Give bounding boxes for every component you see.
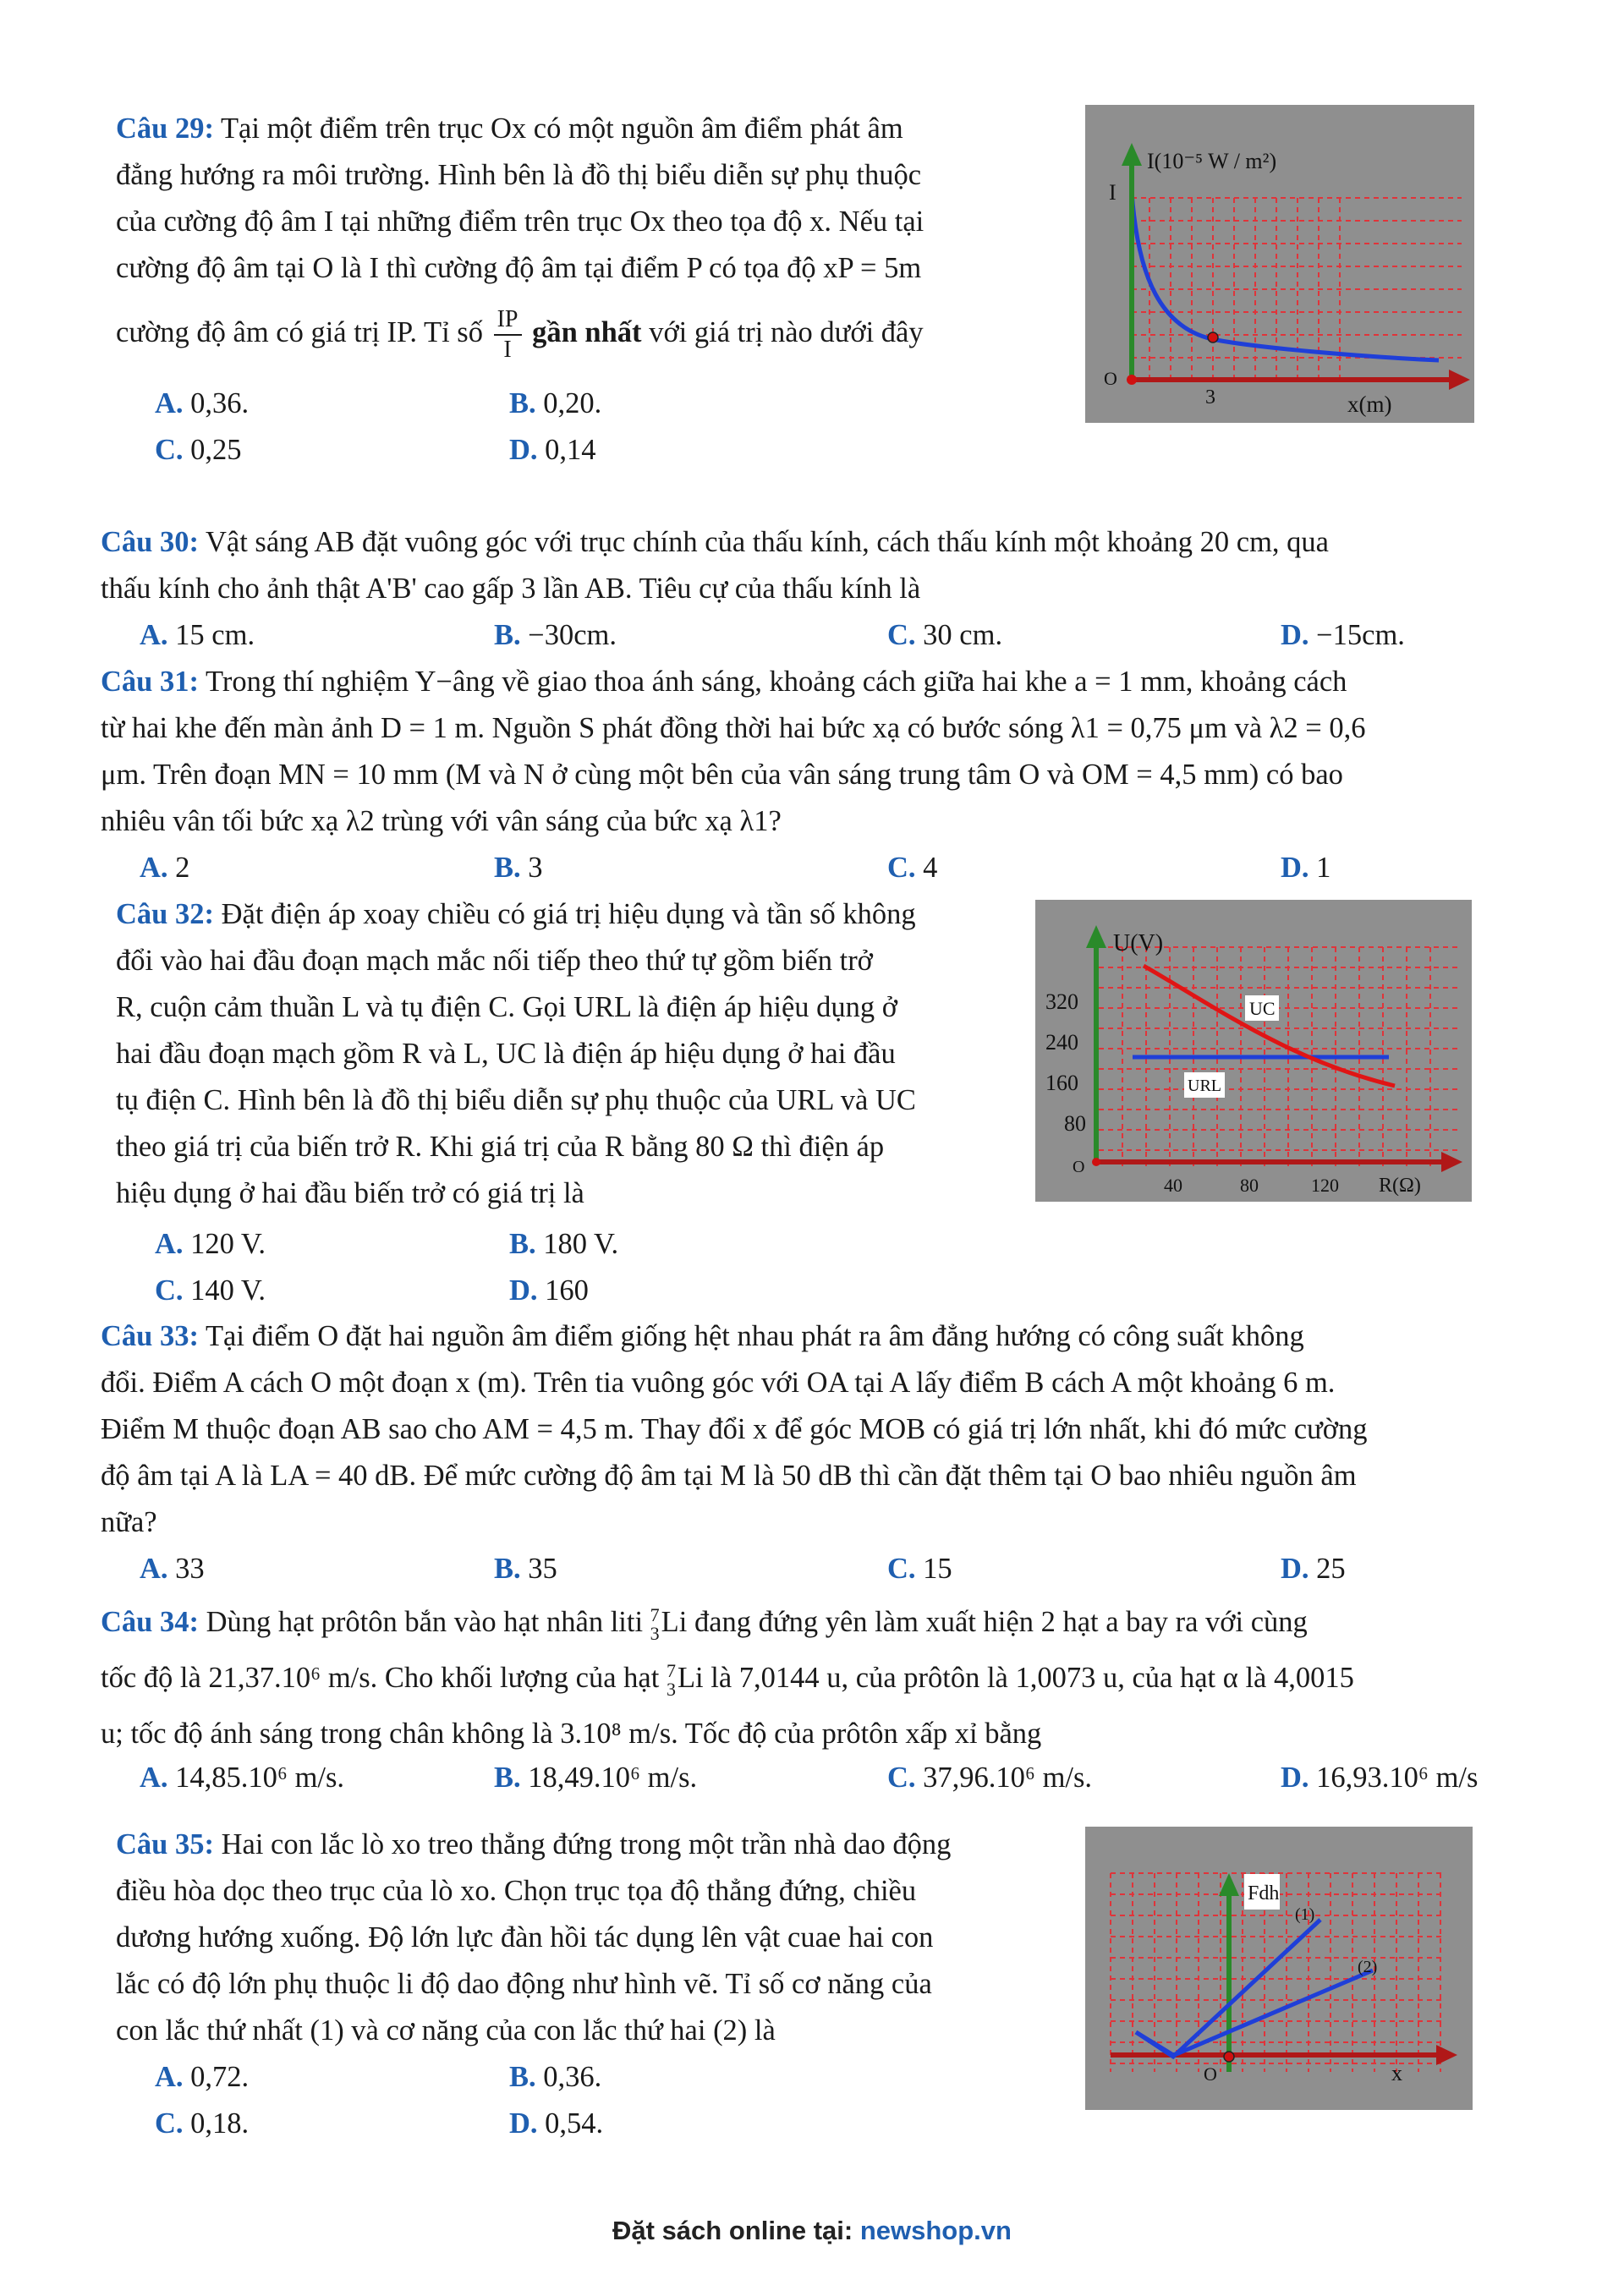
q30-line-2: thấu kính cho ảnh thật A'B' cao gấp 3 lần AB. Tiêu cự của thấu kính là (101, 573, 921, 605)
q29-text (116, 106, 1055, 364)
q35-ylabel: Fdh (1248, 1882, 1280, 1904)
q33-option-c[interactable]: C. 15 (887, 1553, 952, 1585)
q32-option-b[interactable]: B. 180 V. (509, 1228, 619, 1260)
q31-line-4: nhiêu vân tối bức xạ λ2 trùng với vân sáng của bức xạ λ1? (101, 805, 782, 837)
q33-line-2: đổi. Điểm A cách O một đoạn x (m). Trên tia vuông góc với OA tại A lấy điểm B cách A một khoảng 6 m. (101, 1367, 1336, 1399)
q32-origin-label: O (1073, 1158, 1085, 1176)
q35-option-d[interactable]: D. 0,54. (509, 2107, 604, 2140)
q29-option-c[interactable]: C. 0,25 (155, 434, 242, 466)
q29-y-tick: I (1109, 180, 1116, 205)
q33-text (101, 1313, 1539, 1546)
q33-option-b[interactable]: B. 35 (494, 1553, 557, 1585)
q30-label: Câu 30: (101, 526, 199, 558)
q34-option-d[interactable]: D. 16,93.10⁶ m/s (1281, 1762, 1479, 1794)
q30-option-a[interactable]: A. 15 cm. (140, 619, 255, 651)
q29-intensity-graph (1085, 105, 1474, 423)
q35-line-2: điều hòa dọc theo trục của lò xo. Chọn trục tọa độ thẳng đứng, chiều (116, 1875, 917, 1907)
q32-line-3: R, cuộn cảm thuần L và tụ điện C. Gọi URL là điện áp hiệu dụng ở (116, 991, 898, 1023)
q35-xlabel: x (1391, 2061, 1402, 2085)
q30-option-b[interactable]: B. −30cm. (494, 619, 617, 651)
q31-text (101, 659, 1539, 845)
q30-option-c[interactable]: C. 30 cm. (887, 619, 1003, 651)
q35-force-graph (1085, 1827, 1473, 2110)
q32-line-7: hiệu dụng ở hai đầu biến trở có giá trị là (116, 1177, 584, 1209)
q35-x-arrow-icon (1436, 2045, 1457, 2065)
q32-x-tick-120: 120 (1311, 1175, 1339, 1196)
q30-text (101, 519, 1530, 612)
q29-x-tick: 3 (1205, 386, 1215, 408)
q32-ylabel: U(V) (1113, 930, 1164, 956)
q35-line-3: dương hướng xuống. Độ lớn lực đàn hồi tác dụng lên vật cuae hai con (116, 1921, 934, 1954)
q35-curve-2-label: (2) (1358, 1958, 1378, 1976)
q32-option-a[interactable]: A. 120 V. (155, 1228, 266, 1260)
q32-xlabel: R(Ω) (1379, 1175, 1421, 1197)
q29-y-arrow-icon (1122, 143, 1142, 166)
q35-graph-svg (1085, 1827, 1473, 2110)
q35-curve-1-label: (1) (1295, 1905, 1315, 1924)
q29-grid (1132, 198, 1462, 380)
q32-y-arrow-icon (1086, 925, 1106, 948)
q34-line-1: Câu 34: Dùng hạt prôtôn bắn vào hạt nhân liti 7 3 Li đang đứng yên làm xuất hiện 2 hạt a bay ra với cùng (101, 1604, 1308, 1645)
q32-uc-label: UC (1249, 998, 1276, 1019)
q34-text (101, 1594, 1539, 1762)
q29-line-2: đẳng hướng ra môi trường. Hình bên là đồ thị biểu diễn sự phụ thuộc (116, 159, 922, 191)
q32-x-tick-40: 40 (1164, 1175, 1182, 1196)
q32-y-tick-80: 80 (1064, 1111, 1086, 1136)
q32-option-c[interactable]: C. 140 V. (155, 1274, 266, 1307)
q31-line-2: từ hai khe đến màn ảnh D = 1 m. Nguồn S phát đồng thời hai bức xạ có bước sóng λ1 = 0,75 μm và λ2 = 0,6 (101, 712, 1366, 744)
q34-line-3: u; tốc độ ánh sáng trong chân không là 3.10⁸ m/s. Tốc độ của prôtôn xấp xỉ bằng (101, 1718, 1042, 1750)
q29-line-1: Câu 29: Tại một điểm trên trục Ox có một nguồn âm điểm phát âm (116, 112, 903, 145)
q32-line-5: tụ điện C. Hình bên là đồ thị biểu diễn sự phụ thuộc của URL và UC (116, 1084, 916, 1116)
q32-origin-dot (1092, 1158, 1100, 1166)
q32-line-2: đổi vào hai đầu đoạn mạch mắc nối tiếp theo thứ tự gồm biến trở (116, 945, 873, 977)
q29-option-a[interactable]: A. 0,36. (155, 387, 250, 419)
q35-y-arrow-icon (1219, 1873, 1239, 1896)
q33-option-d[interactable]: D. 25 (1281, 1553, 1346, 1585)
q33-line-3: Điểm M thuộc đoạn AB sao cho AM = 4,5 m. Thay đổi x để góc MOB có giá trị lớn nhất, khi đó mức cường (101, 1413, 1368, 1445)
q35-origin-dot (1224, 2052, 1234, 2062)
q32-voltage-graph (1035, 900, 1472, 1202)
q32-x-arrow-icon (1441, 1152, 1462, 1172)
q31-option-a[interactable]: A. 2 (140, 852, 190, 884)
footer-text: Đặt sách online tại: (612, 2216, 860, 2245)
q32-graph-svg (1035, 900, 1472, 1202)
q29-option-b[interactable]: B. 0,20. (509, 387, 602, 419)
q29-x-arrow-icon (1449, 370, 1470, 390)
q29-option-d[interactable]: D. 0,14 (509, 434, 596, 466)
footer-brand-link[interactable]: newshop.vn (859, 2216, 1012, 2245)
q29-line-5: cường độ âm có giá trị IP. Tỉ số $\frac{IP}{I}$ gần nhất với giá trị nào dưới đây (116, 306, 924, 363)
q32-url-label: URL (1188, 1077, 1221, 1095)
q32-uc-curve (1144, 966, 1395, 1086)
q29-line-3: của cường độ âm I tại những điểm trên trục Ox theo tọa độ x. Nếu tại (116, 205, 924, 238)
q35-label: Câu 35: (116, 1828, 214, 1860)
q31-line-3: μm. Trên đoạn MN = 10 mm (M và N ở cùng một bên của vân sáng trung tâm O và OM = 4,5 mm) có bao (101, 759, 1343, 791)
q32-line-6: theo giá trị của biến trở R. Khi giá trị của R bằng 80 Ω thì điện áp (116, 1131, 885, 1163)
q35-line-5: con lắc thứ nhất (1) và cơ năng của con lắc thứ hai (2) là (116, 2014, 776, 2047)
q30-option-d[interactable]: D. −15cm. (1281, 619, 1405, 651)
q32-y-tick-240: 240 (1045, 1030, 1078, 1055)
q31-line-1: Câu 31: Trong thí nghiệm Y−âng về giao thoa ánh sáng, khoảng cách giữa hai khe a = 1 mm, khoảng cách (101, 666, 1347, 698)
q34-isotope-2: 7 3 (666, 1660, 676, 1701)
q31-label: Câu 31: (101, 666, 199, 698)
q32-line-4: hai đầu đoạn mạch gồm R và L, UC là điện áp hiệu dụng ở hai đầu (116, 1038, 896, 1070)
q31-option-d[interactable]: D. 1 (1281, 852, 1331, 884)
q31-option-c[interactable]: C. 4 (887, 852, 938, 884)
q33-line-4: độ âm tại A là LA = 40 dB. Để mức cường độ âm tại M là 50 dB thì cần đặt thêm tại O bao nhiêu nguồn âm (101, 1460, 1357, 1492)
q35-option-b[interactable]: B. 0,36. (509, 2061, 602, 2093)
q32-y-tick-160: 160 (1045, 1071, 1078, 1095)
q34-isotope-1: 7 3 (650, 1604, 660, 1645)
footer (0, 2216, 1624, 2246)
q35-origin-label: O (1204, 2063, 1217, 2085)
q34-option-a[interactable]: A. 14,85.10⁶ m/s. (140, 1762, 345, 1794)
q29-ylabel: I(10⁻⁵ W / m²) (1147, 149, 1277, 173)
q29-graph-svg (1085, 105, 1474, 423)
q32-label: Câu 32: (116, 898, 214, 930)
q32-line-1: Câu 32: Đặt điện áp xoay chiều có giá trị hiệu dụng và tần số không (116, 898, 916, 930)
q29-label: Câu 29: (116, 112, 214, 145)
q29-line-4: cường độ âm tại O là I thì cường độ âm tại điểm P có tọa độ xP = 5m (116, 252, 922, 284)
q29-point-p (1208, 332, 1218, 342)
q29-origin-label: O (1104, 368, 1117, 389)
q32-x-tick-80: 80 (1240, 1175, 1259, 1196)
q32-option-d[interactable]: D. 160 (509, 1274, 589, 1307)
q33-option-a[interactable]: A. 33 (140, 1553, 205, 1585)
q35-option-a[interactable]: A. 0,72. (155, 2061, 250, 2093)
q35-line-1: Câu 35: Hai con lắc lò xo treo thẳng đứng trong một trần nhà dao động (116, 1828, 952, 1860)
q29-ratio-fraction: $\frac{IP}{I}$ (494, 305, 522, 364)
q30-line-1: Câu 30: Vật sáng AB đặt vuông góc với trục chính của thấu kính, cách thấu kính một khoảng 20 cm, qua (101, 526, 1329, 558)
q34-label: Câu 34: (101, 1606, 199, 1638)
q29-xlabel: x(m) (1347, 392, 1392, 417)
q35-option-c[interactable]: C. 0,18. (155, 2107, 250, 2140)
q34-line-2: tốc độ là 21,37.10⁶ m/s. Cho khối lượng của hạt 7 3 Li là 7,0144 u, của prôtôn là 1,0073 u, của hạt α là 4,0015 (101, 1660, 1354, 1701)
q34-option-c[interactable]: C. 37,96.10⁶ m/s. (887, 1762, 1093, 1794)
q33-line-1: Câu 33: Tại điểm O đặt hai nguồn âm điểm giống hệt nhau phát ra âm đẳng hướng có công suất không (101, 1320, 1304, 1352)
q29-origin-dot (1127, 375, 1137, 385)
q33-line-5: nữa? (101, 1506, 157, 1538)
q33-label: Câu 33: (101, 1320, 199, 1352)
q31-option-b[interactable]: B. 3 (494, 852, 543, 884)
q35-text (116, 1822, 1055, 2054)
q32-y-tick-320: 320 (1045, 989, 1078, 1014)
q35-line-4: lắc có độ lớn phụ thuộc li độ dao động như hình vẽ. Tỉ số cơ năng của (116, 1968, 932, 2000)
q34-option-b[interactable]: B. 18,49.10⁶ m/s. (494, 1762, 698, 1794)
q32-text (116, 891, 1012, 1217)
